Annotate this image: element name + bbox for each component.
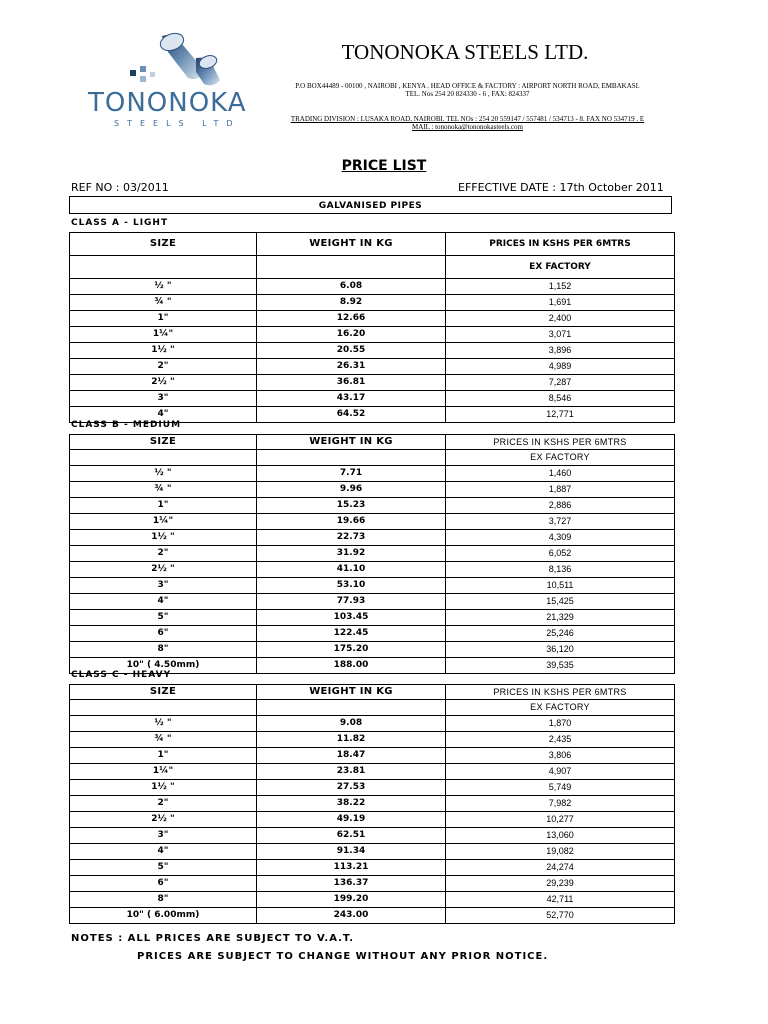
- size-cell: 3": [70, 391, 257, 407]
- price-cell: 1,887: [446, 482, 675, 498]
- size-cell: ½ ": [70, 716, 257, 732]
- trading-division-line: TRADING DIVISION : LUSAKA ROAD, NAIROBI. TEL NOs : 254 20 559147 / 557481 / 534713 - 8. FAX NO 534719 . E: [290, 115, 645, 123]
- weight-cell: 7.71: [257, 466, 446, 482]
- class-c-label: CLASS C - HEAVY: [71, 670, 172, 680]
- table-row: [70, 295, 675, 311]
- empty-cell: [257, 256, 446, 279]
- table-row: [70, 876, 675, 892]
- table-row: [70, 844, 675, 860]
- weight-header: WEIGHT IN KG: [257, 685, 446, 700]
- price-cell: 8,546: [446, 391, 675, 407]
- empty-cell: [70, 450, 257, 466]
- effective-date: EFFECTIVE DATE : 17th October 2011: [458, 181, 664, 194]
- size-cell: 2½ ": [70, 562, 257, 578]
- table-row: [70, 626, 675, 642]
- size-cell: 1½ ": [70, 530, 257, 546]
- size-cell: 10" ( 6.00mm): [70, 908, 257, 924]
- price-cell: 36,120: [446, 642, 675, 658]
- table-row: [70, 466, 675, 482]
- table-row: [70, 796, 675, 812]
- logo-subtitle: STEELS LTD: [114, 119, 241, 128]
- weight-cell: 103.45: [257, 610, 446, 626]
- weight-cell: 53.10: [257, 578, 446, 594]
- price-cell: 1,870: [446, 716, 675, 732]
- weight-header: WEIGHT IN KG: [257, 233, 446, 256]
- table-row: [70, 828, 675, 844]
- weight-cell: 11.82: [257, 732, 446, 748]
- size-cell: 2": [70, 546, 257, 562]
- weight-cell: 91.34: [257, 844, 446, 860]
- price-header: PRICES IN KSHS PER 6MTRS: [446, 435, 675, 450]
- price-header: PRICES IN KSHS PER 6MTRS: [446, 685, 675, 700]
- weight-cell: 49.19: [257, 812, 446, 828]
- size-cell: 1½ ": [70, 780, 257, 796]
- weight-cell: 122.45: [257, 626, 446, 642]
- price-cell: 4,907: [446, 764, 675, 780]
- class-a-label: CLASS A - LIGHT: [71, 218, 169, 228]
- weight-cell: 31.92: [257, 546, 446, 562]
- table-row: [70, 311, 675, 327]
- weight-header: WEIGHT IN KG: [257, 435, 446, 450]
- weight-cell: 64.52: [257, 407, 446, 423]
- class-b-label: CLASS B - MEDIUM: [71, 420, 182, 430]
- size-cell: ½ ": [70, 279, 257, 295]
- address-line: P.O BOX44489 - 00100 , NAIROBI , KENYA . HEAD OFFICE & FACTORY : AIRPORT NORTH ROAD, EMBAKASI.: [295, 82, 640, 90]
- table-row: [70, 391, 675, 407]
- notes-price-change: PRICES ARE SUBJECT TO CHANGE WITHOUT ANY PRIOR NOTICE.: [137, 951, 549, 962]
- size-cell: ¾ ": [70, 482, 257, 498]
- weight-cell: 20.55: [257, 343, 446, 359]
- price-cell: 12,771: [446, 407, 675, 423]
- logo-wordmark: TONONOKA: [88, 88, 247, 118]
- notes-vat: NOTES : ALL PRICES ARE SUBJECT TO V.A.T.: [71, 933, 355, 944]
- price-cell: 2,400: [446, 311, 675, 327]
- price-cell: 24,274: [446, 860, 675, 876]
- table-row: [70, 780, 675, 796]
- table-row: [70, 892, 675, 908]
- size-cell: ½ ": [70, 466, 257, 482]
- size-cell: ¾ ": [70, 732, 257, 748]
- price-cell: 10,277: [446, 812, 675, 828]
- weight-cell: 243.00: [257, 908, 446, 924]
- size-cell: 2": [70, 796, 257, 812]
- price-cell: 7,287: [446, 375, 675, 391]
- weight-cell: 199.20: [257, 892, 446, 908]
- table-row: [70, 482, 675, 498]
- weight-cell: 8.92: [257, 295, 446, 311]
- weight-cell: 9.96: [257, 482, 446, 498]
- size-header: SIZE: [70, 233, 257, 256]
- price-cell: 52,770: [446, 908, 675, 924]
- weight-cell: 12.66: [257, 311, 446, 327]
- ex-factory-header: EX FACTORY: [446, 700, 675, 716]
- weight-cell: 175.20: [257, 642, 446, 658]
- price-cell: 15,425: [446, 594, 675, 610]
- size-cell: 8": [70, 892, 257, 908]
- size-cell: 2½ ": [70, 375, 257, 391]
- phone-line: TEL. Nos 254 20 824330 - 6 , FAX: 824337: [405, 90, 530, 98]
- weight-cell: 26.31: [257, 359, 446, 375]
- price-cell: 2,435: [446, 732, 675, 748]
- size-cell: 1¼": [70, 514, 257, 530]
- table-row: [70, 562, 675, 578]
- size-cell: 1": [70, 498, 257, 514]
- table-row: [70, 530, 675, 546]
- price-cell: 4,309: [446, 530, 675, 546]
- table-row: [70, 860, 675, 876]
- ex-factory-header: EX FACTORY: [446, 256, 675, 279]
- weight-cell: 136.37: [257, 876, 446, 892]
- table-row: [70, 279, 675, 295]
- weight-cell: 188.00: [257, 658, 446, 674]
- table-row: [70, 343, 675, 359]
- weight-cell: 27.53: [257, 780, 446, 796]
- size-cell: 1": [70, 748, 257, 764]
- table-row: [70, 812, 675, 828]
- table-row: [70, 359, 675, 375]
- class-c-table: [69, 684, 675, 924]
- size-cell: 1¼": [70, 327, 257, 343]
- table-row: [70, 764, 675, 780]
- price-cell: 1,691: [446, 295, 675, 311]
- product-banner: GALVANISED PIPES: [69, 196, 672, 214]
- size-header: SIZE: [70, 685, 257, 700]
- empty-cell: [257, 700, 446, 716]
- weight-cell: 23.81: [257, 764, 446, 780]
- size-cell: 3": [70, 828, 257, 844]
- size-cell: 6": [70, 876, 257, 892]
- ex-factory-header: EX FACTORY: [446, 450, 675, 466]
- price-cell: 1,152: [446, 279, 675, 295]
- size-cell: 5": [70, 610, 257, 626]
- size-cell: 4": [70, 844, 257, 860]
- table-row: [70, 498, 675, 514]
- price-cell: 10,511: [446, 578, 675, 594]
- size-cell: ¾ ": [70, 295, 257, 311]
- weight-cell: 16.20: [257, 327, 446, 343]
- size-cell: 1": [70, 311, 257, 327]
- price-header: PRICES IN KSHS PER 6MTRS: [446, 233, 675, 256]
- class-a-table: [69, 232, 675, 423]
- table-row: [70, 908, 675, 924]
- table-row: [70, 610, 675, 626]
- email-line: MAIL : tononoka@tononokasteels.com: [412, 123, 523, 131]
- table-row: [70, 578, 675, 594]
- weight-cell: 6.08: [257, 279, 446, 295]
- weight-cell: 22.73: [257, 530, 446, 546]
- weight-cell: 38.22: [257, 796, 446, 812]
- weight-cell: 36.81: [257, 375, 446, 391]
- empty-cell: [70, 700, 257, 716]
- table-row: [70, 594, 675, 610]
- weight-cell: 41.10: [257, 562, 446, 578]
- table-row: [70, 327, 675, 343]
- size-cell: 4": [70, 594, 257, 610]
- price-cell: 3,896: [446, 343, 675, 359]
- table-row: [70, 732, 675, 748]
- price-cell: 4,989: [446, 359, 675, 375]
- size-cell: 1½ ": [70, 343, 257, 359]
- price-cell: 21,329: [446, 610, 675, 626]
- table-row: [70, 546, 675, 562]
- table-row: [70, 716, 675, 732]
- weight-cell: 62.51: [257, 828, 446, 844]
- price-cell: 39,535: [446, 658, 675, 674]
- price-cell: 2,886: [446, 498, 675, 514]
- company-name: TONONOKA STEELS LTD.: [341, 40, 589, 64]
- table-row: [70, 748, 675, 764]
- reference-number: REF NO : 03/2011: [71, 181, 169, 194]
- weight-cell: 19.66: [257, 514, 446, 530]
- size-header: SIZE: [70, 435, 257, 450]
- price-cell: 19,082: [446, 844, 675, 860]
- weight-cell: 15.23: [257, 498, 446, 514]
- price-cell: 13,060: [446, 828, 675, 844]
- size-cell: 3": [70, 578, 257, 594]
- price-cell: 29,239: [446, 876, 675, 892]
- size-cell: 10" ( 4.50mm): [70, 658, 257, 674]
- weight-cell: 18.47: [257, 748, 446, 764]
- table-row: [70, 375, 675, 391]
- price-cell: 1,460: [446, 466, 675, 482]
- price-cell: 7,982: [446, 796, 675, 812]
- size-cell: 6": [70, 626, 257, 642]
- price-cell: 3,727: [446, 514, 675, 530]
- empty-cell: [70, 256, 257, 279]
- class-b-table: [69, 434, 675, 674]
- price-cell: 3,071: [446, 327, 675, 343]
- table-row: [70, 642, 675, 658]
- weight-cell: 43.17: [257, 391, 446, 407]
- price-cell: 25,246: [446, 626, 675, 642]
- size-cell: 2": [70, 359, 257, 375]
- weight-cell: 9.08: [257, 716, 446, 732]
- page-title: PRICE LIST: [341, 158, 427, 174]
- empty-cell: [257, 450, 446, 466]
- price-cell: 8,136: [446, 562, 675, 578]
- price-cell: 42,711: [446, 892, 675, 908]
- price-cell: 6,052: [446, 546, 675, 562]
- table-row: [70, 514, 675, 530]
- price-cell: 3,806: [446, 748, 675, 764]
- size-cell: 2½ ": [70, 812, 257, 828]
- size-cell: 1¼": [70, 764, 257, 780]
- size-cell: 4": [70, 407, 257, 423]
- size-cell: 5": [70, 860, 257, 876]
- weight-cell: 77.93: [257, 594, 446, 610]
- weight-cell: 113.21: [257, 860, 446, 876]
- price-cell: 5,749: [446, 780, 675, 796]
- size-cell: 8": [70, 642, 257, 658]
